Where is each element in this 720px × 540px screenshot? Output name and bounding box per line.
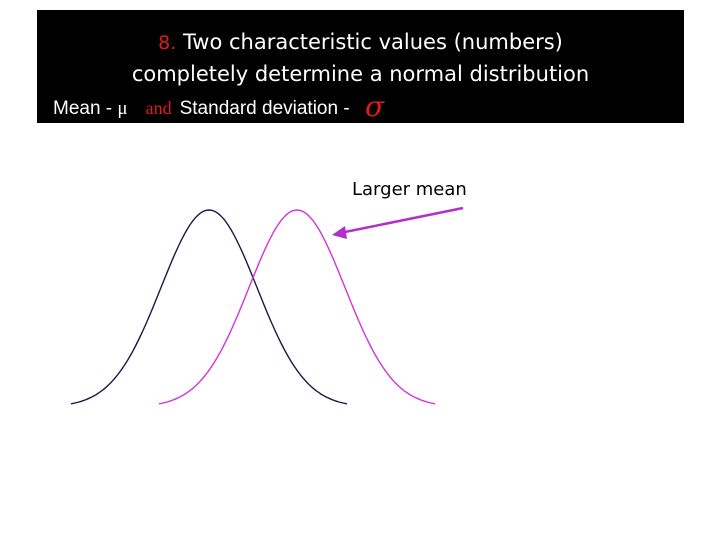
- callout-arrow-head: [332, 226, 347, 239]
- mean-dash: -: [100, 98, 118, 119]
- larger-mean-label: Larger mean: [352, 179, 467, 200]
- mu-symbol: μ: [117, 98, 128, 119]
- and-word: and: [145, 98, 172, 118]
- callout-arrow-line: [340, 208, 463, 233]
- shifted-normal-curve: [159, 210, 435, 404]
- title-text-1: Two characteristic values (numbers): [182, 30, 563, 54]
- sd-dash: -: [338, 98, 355, 119]
- original-normal-curve: [71, 210, 347, 404]
- slide-number: 8.: [158, 32, 177, 54]
- sigma-symbol: σ: [364, 90, 385, 123]
- mean-label: Mean: [53, 98, 101, 119]
- title-text-2: completely determine a normal distribution: [131, 62, 590, 86]
- sd-label: Standard deviation: [179, 98, 339, 119]
